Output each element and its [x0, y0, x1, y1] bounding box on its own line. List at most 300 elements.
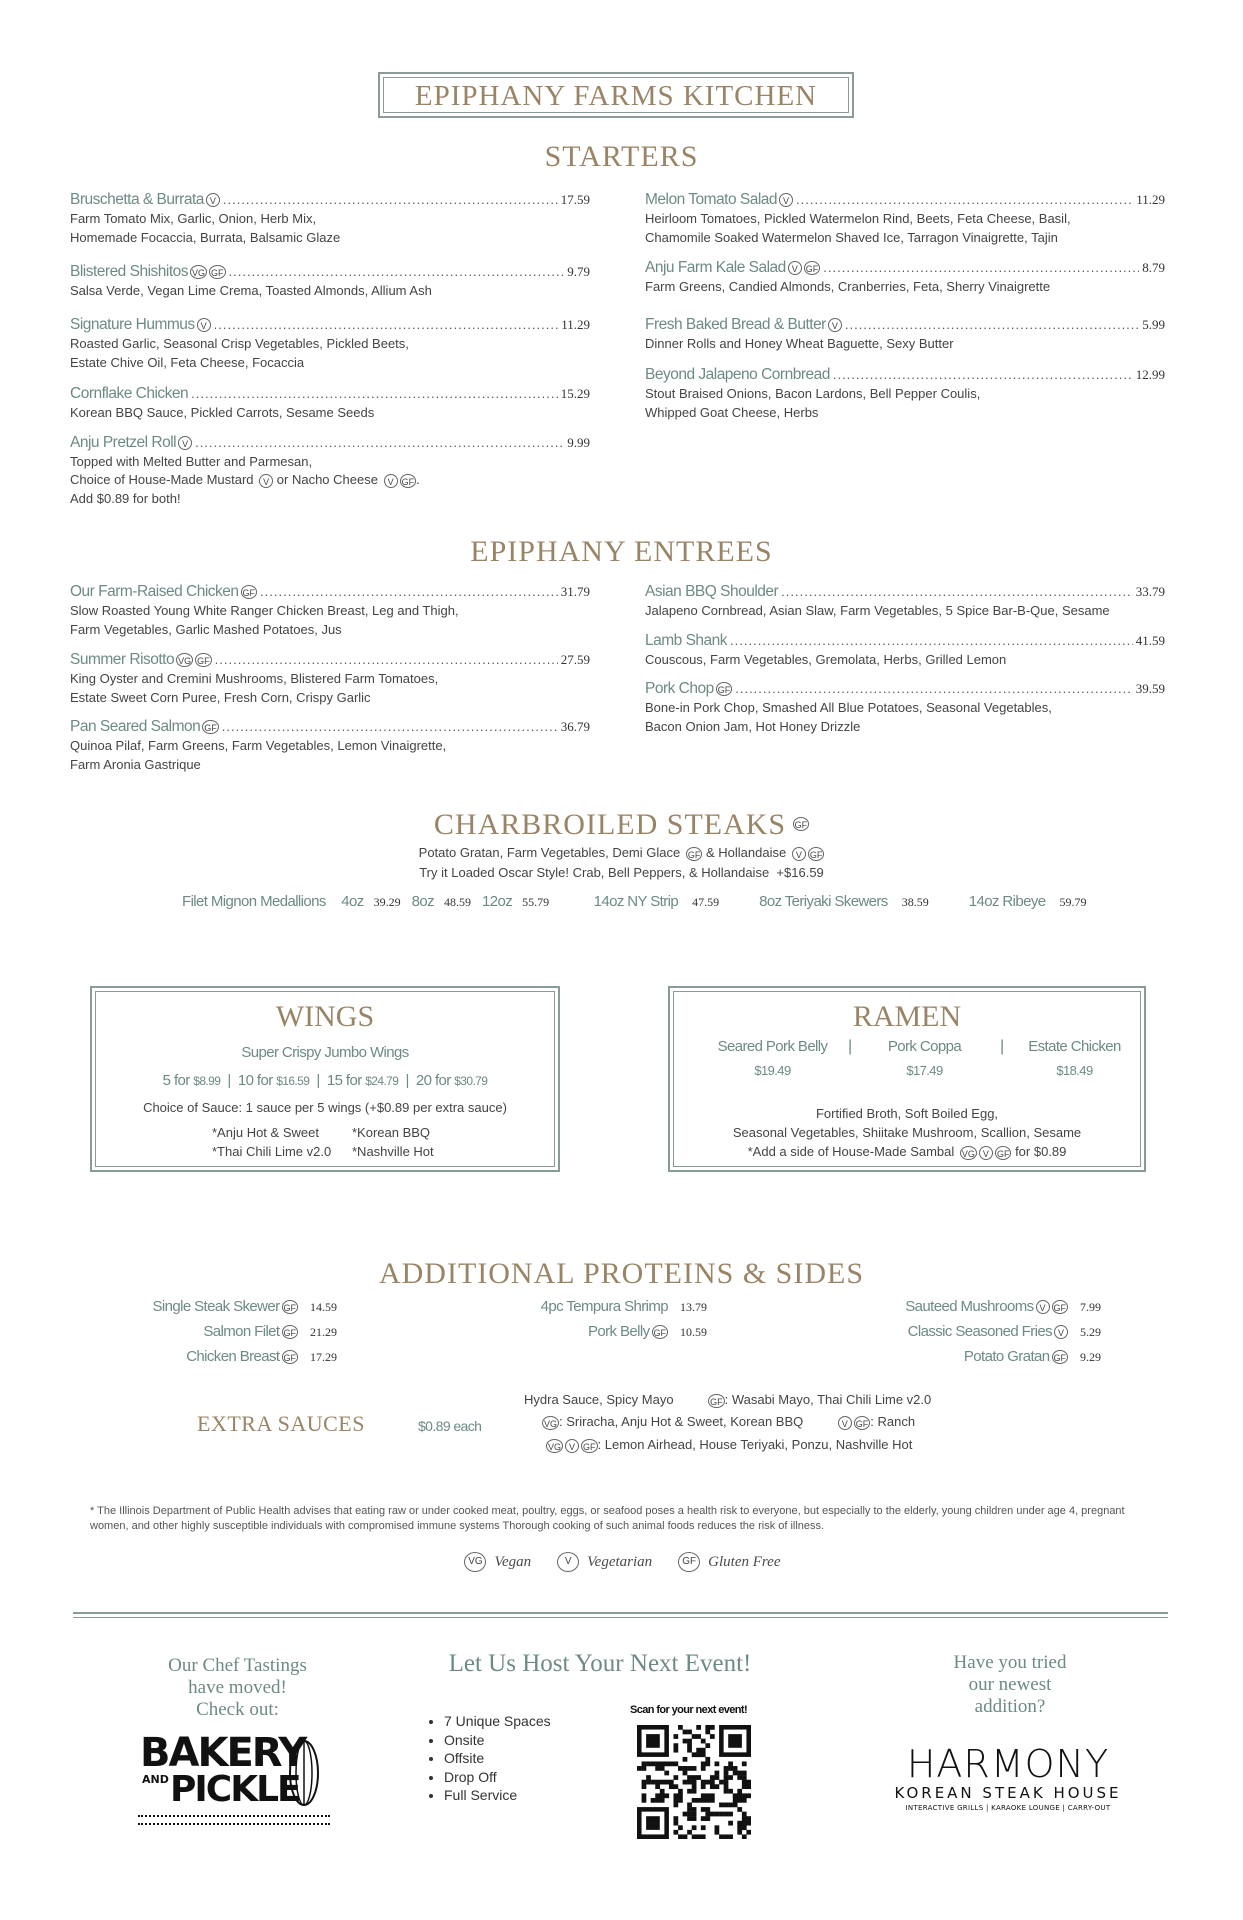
item-name: Bruschetta & Burrata — [70, 191, 204, 208]
qr-module — [746, 1784, 751, 1789]
qr-module — [692, 1766, 697, 1771]
qr-module — [696, 1752, 701, 1757]
entrees-heading: EPIPHANY ENTREES — [470, 535, 773, 568]
pretzel-extra: Choice of House-Made Mustard V or Nacho Cheese V GF . Add $0.89 for both! — [70, 472, 420, 506]
filet-size: 4oz — [341, 893, 364, 910]
item-price: 31.79 — [560, 584, 590, 599]
qr-module — [710, 1798, 715, 1803]
qr-module — [737, 1798, 742, 1803]
item-description — [645, 209, 1165, 247]
menu-item — [70, 583, 590, 639]
dot-leader — [833, 367, 1133, 382]
item-name: Beyond Jalapeno Cornbread — [645, 366, 830, 383]
side-item — [860, 1348, 1120, 1373]
wings-sauce-4: *Nashville Hot — [352, 1144, 434, 1159]
description-line: Slow Roasted Young White Ranger Chicken Breast, Leg and Thigh, — [70, 603, 459, 618]
wings-sauce-3: *Thai Chili Lime v2.0 — [212, 1144, 332, 1159]
legend-label: Vegan — [494, 1554, 532, 1571]
side-price: 7.99 — [1080, 1300, 1101, 1314]
description-line: Dinner Rolls and Honey Wheat Baguette, Sexy Butter — [645, 336, 954, 351]
bakery-logo-word-3: PICKLE — [170, 1769, 300, 1810]
qr-module — [705, 1761, 710, 1766]
description-line: Farm Greens, Candied Almonds, Cranberries, Feta, Sherry Vinaigrette — [645, 279, 1051, 294]
item-description — [70, 736, 590, 774]
ramen-desc-2: Seasonal Vegetables, Shiitake Mushroom, Scallion, Sesame — [732, 1125, 1082, 1140]
steaks-heading-row — [0, 808, 1243, 842]
qr-module — [710, 1784, 715, 1789]
dot-leader — [215, 652, 558, 667]
qr-module — [692, 1784, 697, 1789]
menu-item-row — [70, 316, 590, 334]
steak-name: 14oz Ribeye — [968, 893, 1046, 910]
side-price: 21.29 — [310, 1325, 337, 1339]
item-description — [645, 334, 1165, 353]
item-name: Blistered Shishitos — [70, 263, 189, 280]
qr-module — [710, 1793, 715, 1798]
side-item — [100, 1348, 350, 1373]
qr-module — [687, 1775, 692, 1780]
menu-item — [70, 651, 590, 707]
separator: | — [848, 1038, 853, 1055]
qr-module — [673, 1748, 678, 1753]
item-price: 27.59 — [560, 652, 590, 667]
qr-module — [742, 1834, 747, 1839]
item-name: Asian BBQ Shoulder — [645, 583, 779, 600]
ramen-option-name: Seared Pork Belly — [717, 1038, 828, 1055]
description-line: King Oyster and Cremini Mushrooms, Blistered Farm Tomatoes, — [70, 671, 439, 686]
badge-gf: GF — [793, 817, 810, 831]
qr-module — [701, 1807, 706, 1812]
badge-v: V — [828, 318, 842, 332]
description-line: Chamomile Soaked Watermelon Shaved Ice, Tarragon Vinaigrette, Tajin — [645, 230, 1058, 245]
legend-entry — [676, 1553, 780, 1570]
description-line: Estate Sweet Corn Puree, Fresh Corn, Crispy Garlic — [70, 690, 371, 705]
qr-module — [710, 1812, 715, 1817]
sambal-text: *Add a side of House-Made Sambal — [747, 1144, 955, 1159]
badge-gf: GF — [202, 720, 219, 734]
qr-module — [678, 1798, 683, 1803]
menu-item-row — [70, 718, 590, 736]
qr-module — [696, 1834, 701, 1839]
ramen-option-price: $18.49 — [1056, 1063, 1093, 1078]
menu-item-row — [645, 583, 1165, 601]
proteins-middle — [470, 1298, 720, 1348]
qr-module — [673, 1821, 678, 1826]
menu-item-row — [645, 191, 1165, 209]
item-name: Summer Risotto — [70, 651, 175, 668]
sauces-row-2 — [540, 1414, 915, 1430]
qr-module — [742, 1761, 747, 1766]
qr-module — [696, 1775, 701, 1780]
wing-price: $8.99 — [193, 1074, 221, 1088]
qr-module — [733, 1771, 738, 1776]
qr-module — [692, 1834, 697, 1839]
description-line: Farm Tomato Mix, Garlic, Onion, Herb Mix, — [70, 211, 317, 226]
pretzel-mustard-text: Choice of House-Made Mustard — [70, 472, 254, 487]
qr-module — [692, 1812, 697, 1817]
menu-item-row — [70, 434, 590, 452]
qr-module — [715, 1784, 720, 1789]
ramen-option-price: $19.49 — [754, 1063, 791, 1078]
qr-module — [724, 1771, 729, 1776]
item-name: Pan Seared Salmon — [70, 718, 201, 735]
qr-module — [687, 1807, 692, 1812]
qr-module — [687, 1766, 692, 1771]
qr-module — [742, 1812, 747, 1817]
dot-leader — [229, 264, 565, 279]
qr-module — [701, 1766, 706, 1771]
item-price: 11.29 — [1136, 192, 1165, 207]
dot-leader — [730, 633, 1133, 648]
qr-module — [724, 1780, 729, 1785]
qr-module — [683, 1739, 688, 1744]
wings-sauce-note: Choice of Sauce: 1 sauce per 5 wings (+$0.89 per extra sauce) — [143, 1100, 507, 1115]
legend-label: Vegetarian — [587, 1554, 653, 1571]
qr-module — [705, 1725, 710, 1730]
item-name: Our Farm-Raised Chicken — [70, 583, 239, 600]
qr-caption: Scan for your next event! — [630, 1704, 748, 1716]
qr-module — [742, 1825, 747, 1830]
badge-v: V — [1036, 1300, 1050, 1314]
filet-price: 55.79 — [522, 895, 550, 909]
qr-module — [642, 1761, 647, 1766]
qr-module — [646, 1761, 651, 1766]
qr-module — [737, 1793, 742, 1798]
badge-vg: VG — [542, 1416, 559, 1430]
qr-module — [701, 1739, 706, 1744]
qr-module — [678, 1725, 683, 1730]
qr-module — [642, 1780, 647, 1785]
chef-line-3: Check out: — [196, 1699, 279, 1720]
qr-module — [687, 1739, 692, 1744]
badge-v: V — [979, 1146, 993, 1160]
qr-module — [701, 1748, 706, 1753]
ramen-desc-1: Fortified Broth, Soft Boiled Egg, — [815, 1106, 999, 1121]
event-list-item: • 7 Unique Spaces — [444, 1712, 551, 1731]
qr-module — [724, 1766, 729, 1771]
chef-tastings-text — [135, 1655, 340, 1721]
qr-module — [701, 1816, 706, 1821]
qr-module — [692, 1807, 697, 1812]
qr-module — [715, 1775, 720, 1780]
item-price: 39.59 — [1135, 681, 1165, 696]
ramen-option — [715, 1038, 830, 1078]
qr-module — [673, 1816, 678, 1821]
filet-size: 12oz — [482, 893, 513, 910]
bakery-logo-word-1: BAKERY — [140, 1730, 306, 1776]
qr-module — [651, 1761, 656, 1766]
menu-item — [645, 259, 1165, 296]
side-name: Sauteed Mushrooms — [905, 1298, 1034, 1315]
qr-module — [673, 1734, 678, 1739]
ramen-heading: RAMEN — [852, 1000, 962, 1033]
harmony-logo-word: HARMONY — [906, 1742, 1110, 1786]
badge-v: V — [178, 436, 192, 450]
badge-gf: GF — [282, 1300, 299, 1314]
wings-subtitle: Super Crispy Jumbo Wings — [241, 1044, 409, 1061]
side-item — [860, 1298, 1120, 1323]
qr-module — [642, 1798, 647, 1803]
badge-v: V — [1054, 1325, 1068, 1339]
qr-module — [719, 1834, 724, 1839]
item-price: 9.99 — [567, 435, 590, 450]
dot-leader — [214, 317, 559, 332]
wings-heading: WINGS — [275, 1000, 375, 1033]
qr-module — [696, 1734, 701, 1739]
qr-module — [696, 1748, 701, 1753]
side-price: 10.59 — [680, 1325, 707, 1339]
badge-gf: GF — [808, 847, 825, 861]
qr-module — [701, 1825, 706, 1830]
qr-module — [660, 1780, 665, 1785]
qr-module — [724, 1834, 729, 1839]
qr-module — [715, 1812, 720, 1817]
menu-item — [70, 263, 590, 300]
separator: | — [1000, 1038, 1005, 1055]
qr-module — [683, 1730, 688, 1735]
qr-module — [742, 1784, 747, 1789]
harmony-logo-sub: KOREAN STEAK HOUSE — [894, 1784, 1122, 1802]
qr-module — [669, 1780, 674, 1785]
qr-module — [692, 1734, 697, 1739]
qr-module — [701, 1780, 706, 1785]
badge-vg: VG — [176, 653, 193, 667]
item-price: 11.29 — [561, 317, 590, 332]
qr-module — [742, 1775, 747, 1780]
sauces-row2-b: : Ranch — [870, 1414, 916, 1429]
qr-module — [710, 1725, 715, 1730]
menu-item-row — [645, 316, 1165, 334]
steak-others — [554, 893, 1087, 910]
qr-module — [642, 1766, 647, 1771]
qr-module — [692, 1825, 697, 1830]
qr-module — [683, 1757, 688, 1762]
description-line: Heirloom Tomatoes, Pickled Watermelon Rind, Beets, Feta Cheese, Basil, — [645, 211, 1071, 226]
qr-module — [683, 1771, 688, 1776]
qr-module — [678, 1793, 683, 1798]
qr-module — [737, 1830, 742, 1835]
qr-module — [687, 1830, 692, 1835]
qr-module — [687, 1748, 692, 1753]
badge-v: V — [788, 261, 802, 275]
filet-price: 39.29 — [373, 895, 401, 909]
side-price: 17.29 — [310, 1350, 337, 1364]
item-price: 9.79 — [567, 264, 590, 279]
qr-module — [705, 1780, 710, 1785]
description-line: Korean BBQ Sauce, Pickled Carrots, Sesame Seeds — [70, 405, 375, 420]
badge-gf: GF — [282, 1350, 299, 1364]
qr-module — [651, 1798, 656, 1803]
item-price: 17.59 — [560, 192, 590, 207]
legend-entry — [462, 1553, 531, 1570]
menu-item — [70, 191, 590, 247]
ramen-option — [867, 1038, 982, 1078]
qr-module — [673, 1743, 678, 1748]
qr-module — [642, 1784, 647, 1789]
item-description — [70, 669, 590, 707]
steaks-line2 — [0, 865, 1243, 880]
qr-module — [746, 1793, 751, 1798]
qr-module — [678, 1825, 683, 1830]
qr-module — [655, 1780, 660, 1785]
qr-module — [683, 1766, 688, 1771]
qr-module — [705, 1812, 710, 1817]
separator: | — [220, 1072, 238, 1089]
event-list-item: • Onsite — [444, 1731, 551, 1750]
dot-leader — [260, 584, 558, 599]
steaks-hollandaise-text: & Hollandaise — [705, 845, 787, 860]
item-name: Cornflake Chicken — [70, 385, 189, 402]
qr-module — [660, 1793, 665, 1798]
side-name: Chicken Breast — [186, 1348, 280, 1365]
dot-leader — [796, 192, 1133, 207]
qr-module — [660, 1789, 665, 1794]
side-price: 13.79 — [680, 1300, 707, 1314]
ramen-box — [668, 986, 1146, 1172]
dot-leader — [845, 317, 1139, 332]
qr-module — [637, 1766, 642, 1771]
qr-module — [710, 1734, 715, 1739]
steak-name: 14oz NY Strip — [593, 893, 679, 910]
qr-module — [664, 1761, 669, 1766]
item-price: 5.99 — [1142, 317, 1165, 332]
qr-module — [692, 1816, 697, 1821]
item-name: Melon Tomato Salad — [645, 191, 778, 208]
steak-price: 38.59 — [901, 895, 929, 909]
qr-module — [746, 1816, 751, 1821]
health-disclaimer: * The Illinois Department of Public Health advises that eating raw or under cooked meat, poultry, eggs, or seafood poses a health risk to everyone, but especially to the elderly, young children under age 4, pregnant women, and other highly susceptible individuals with compromised immune systems Thorough cooking of such animal foods reduces the risk of illness. — [90, 1505, 1125, 1532]
item-price: 41.59 — [1135, 633, 1165, 648]
ramen-option — [1017, 1038, 1132, 1078]
qr-code-icon[interactable] — [637, 1725, 751, 1839]
badge-vg: VG — [190, 265, 207, 279]
bakery-and-pickle-logo — [138, 1730, 338, 1825]
badge-gf: GF — [209, 265, 226, 279]
item-description — [70, 403, 590, 422]
sauces-row3: : Lemon Airhead, House Teriyaki, Ponzu, Nashville Hot — [597, 1437, 913, 1452]
oscar-style-text: Try it Loaded Oscar Style! Crab, Bell Peppers, & Hollandaise — [419, 865, 770, 880]
menu-item — [645, 680, 1165, 736]
badge-v: V — [197, 318, 211, 332]
item-description — [645, 601, 1165, 620]
qr-module — [733, 1766, 738, 1771]
menu-item-row — [645, 632, 1165, 650]
item-name: Signature Hummus — [70, 316, 195, 333]
badge-v: V — [206, 193, 220, 207]
item-price: 8.79 — [1142, 260, 1165, 275]
qr-module — [705, 1816, 710, 1821]
badge-vg: VG — [960, 1146, 977, 1160]
menu-item — [645, 316, 1165, 353]
qr-module — [737, 1789, 742, 1794]
badge-gf: GF — [282, 1325, 299, 1339]
item-description — [70, 334, 590, 372]
starters-heading: STARTERS — [544, 140, 699, 173]
qr-module — [655, 1798, 660, 1803]
badge-v: V — [259, 474, 273, 488]
qr-module — [692, 1775, 697, 1780]
diet-legend — [0, 1552, 1243, 1572]
menu-item — [70, 316, 590, 372]
qr-module — [733, 1803, 738, 1808]
qr-module — [678, 1766, 683, 1771]
qr-module — [715, 1830, 720, 1835]
qr-module — [655, 1766, 660, 1771]
qr-module — [660, 1798, 665, 1803]
qr-module — [646, 1775, 651, 1780]
filet-sizes — [330, 893, 549, 910]
item-price: 33.79 — [1135, 584, 1165, 599]
chef-line-1: Our Chef Tastings — [168, 1655, 307, 1676]
badge-gf: GF — [195, 653, 212, 667]
wing-count: 10 for — [237, 1072, 277, 1089]
qr-module — [737, 1771, 742, 1776]
item-description — [70, 601, 590, 639]
qr-module — [742, 1771, 747, 1776]
qr-module — [696, 1798, 701, 1803]
menu-title-box — [378, 72, 854, 118]
event-list-item: • Drop Off — [444, 1768, 551, 1787]
qr-module — [742, 1798, 747, 1803]
qr-module — [724, 1775, 729, 1780]
qr-module — [692, 1752, 697, 1757]
description-line: Topped with Melted Butter and Parmesan, — [70, 454, 313, 469]
proteins-right — [860, 1298, 1120, 1373]
description-line: Quinoa Pilaf, Farm Greens, Farm Vegetables, Lemon Vinaigrette, — [70, 738, 447, 753]
qr-module — [724, 1784, 729, 1789]
wings-box — [90, 986, 560, 1172]
badge-v: V — [838, 1416, 852, 1430]
side-name: Salmon Filet — [203, 1323, 280, 1340]
chef-line-2: have moved! — [188, 1677, 287, 1698]
ramen-option-name: Estate Chicken — [1028, 1038, 1121, 1055]
side-price: 14.59 — [310, 1300, 337, 1314]
badge-gf: GF — [241, 585, 258, 599]
qr-module — [664, 1780, 669, 1785]
ramen-option-price: $17.49 — [906, 1063, 943, 1078]
qr-module — [742, 1780, 747, 1785]
qr-module — [742, 1821, 747, 1826]
badge-gf: GF — [716, 682, 733, 696]
wing-price: $24.79 — [365, 1074, 399, 1088]
qr-module — [701, 1798, 706, 1803]
pretzel-both-text: Add $0.89 for both! — [70, 491, 181, 506]
item-name: Fresh Baked Bread & Butter — [645, 316, 826, 333]
qr-module — [710, 1780, 715, 1785]
description-line: Couscous, Farm Vegetables, Gremolata, Herbs, Grilled Lemon — [645, 652, 1007, 667]
qr-module — [673, 1775, 678, 1780]
qr-module — [710, 1775, 715, 1780]
qr-module — [737, 1807, 742, 1812]
qr-module — [701, 1761, 706, 1766]
menu-item-row — [645, 366, 1165, 384]
qr-module — [715, 1771, 720, 1776]
qr-module — [715, 1825, 720, 1830]
item-description — [70, 209, 590, 247]
qr-module — [678, 1834, 683, 1839]
menu-item — [70, 718, 590, 774]
steak-name: 8oz Teriyaki Skewers — [759, 893, 888, 910]
qr-module — [705, 1757, 710, 1762]
badge-gf: GF — [995, 1146, 1012, 1160]
dot-leader — [191, 386, 558, 401]
harmony-line-1: Have you tried — [953, 1652, 1067, 1673]
steaks-sides-text: Potato Gratan, Farm Vegetables, Demi Glace — [418, 845, 681, 860]
qr-module — [692, 1789, 697, 1794]
menu-item-row — [70, 191, 590, 209]
qr-module — [728, 1734, 742, 1748]
side-item — [100, 1323, 350, 1348]
